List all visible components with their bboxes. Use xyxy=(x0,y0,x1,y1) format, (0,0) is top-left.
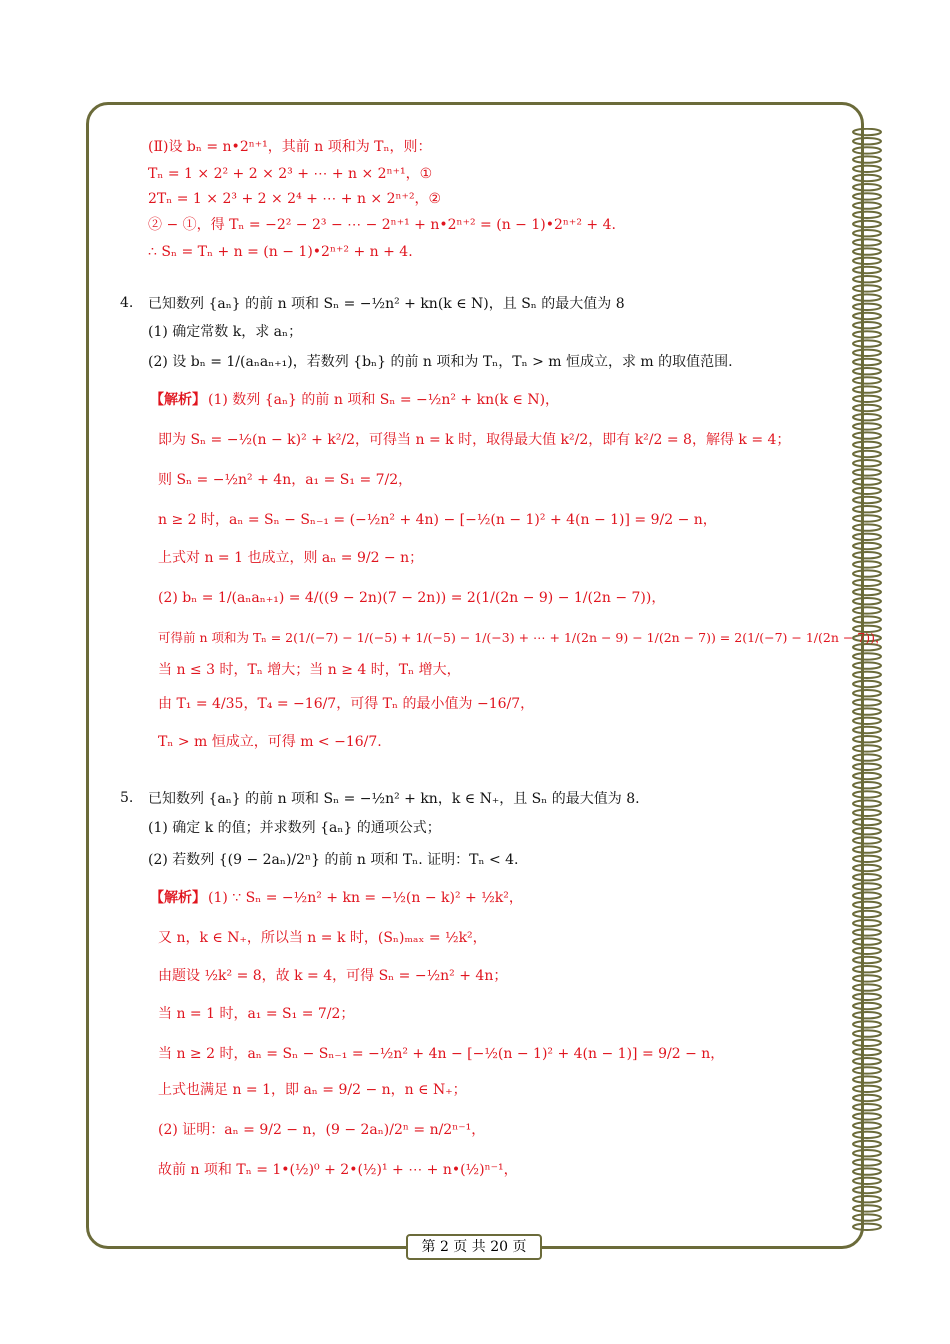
spiral-coil xyxy=(853,975,881,981)
spiral-coil xyxy=(853,865,881,871)
spiral-coil xyxy=(853,745,881,751)
spiral-coil xyxy=(853,552,881,558)
spiral-coil xyxy=(853,1012,881,1018)
spiral-coil xyxy=(853,883,881,889)
prev-solution-line: Tₙ = 1 × 2² + 2 × 2³ + ⋯ + n × 2ⁿ⁺¹，① xyxy=(148,166,433,182)
spiral-coil xyxy=(853,837,881,843)
q5-solution-line: 当 n = 1 时，a₁ = S₁ = 7/2； xyxy=(158,1006,355,1022)
spiral-coil xyxy=(853,276,881,282)
spiral-coil xyxy=(853,1122,881,1128)
spiral-coil xyxy=(853,386,881,392)
spiral-coil xyxy=(853,929,881,935)
spiral-coil xyxy=(853,304,881,310)
spiral-coil xyxy=(853,1058,881,1064)
spiral-coil xyxy=(853,515,881,521)
spiral-coil xyxy=(853,966,881,972)
q4-solution-line: 即为 Sₙ = −½(n − k)² + k²/2，可得当 n = k 时，取得最大值 k²/2，即有 k²/2 = 8，解得 k = 4； xyxy=(158,432,791,448)
q4-solution-line: 可得前 n 项和为 Tₙ = 2(1/(−7) − 1/(−5) + 1/(−5) − 1/(−3) + ⋯ + 1/(2n − 9) − 1/(2n − 7)) = 2(1/(−7) − 1/(2n − 7))， xyxy=(158,630,888,645)
spiral-coil xyxy=(853,791,881,797)
q4-analysis-tag: 【解析】 xyxy=(150,392,206,408)
spiral-coil xyxy=(853,874,881,880)
spiral-coil xyxy=(853,294,881,300)
spiral-coil xyxy=(853,938,881,944)
spiral-coil xyxy=(853,911,881,917)
q4-solution-line: 上式对 n = 1 也成立，则 aₙ = 9/2 − n； xyxy=(158,550,424,566)
spiral-coil xyxy=(853,478,881,484)
spiral-coil xyxy=(853,129,881,135)
spiral-coil xyxy=(853,1030,881,1036)
spiral-coil xyxy=(853,405,881,411)
q5-analysis-tag: 【解析】 xyxy=(150,890,206,906)
spiral-coil xyxy=(853,543,881,549)
question-number: 5. xyxy=(120,790,134,806)
spiral-coil xyxy=(853,957,881,963)
spiral-coil xyxy=(853,736,881,742)
q4-stem: 已知数列 {aₙ} 的前 n 项和 Sₙ = −½n² + kn(k ∈ N)，且 Sₙ 的最大值为 8 xyxy=(148,296,625,312)
spiral-coil xyxy=(853,727,881,733)
q5-solution-line: 上式也满足 n = 1，即 aₙ = 9/2 − n，n ∈ N₊； xyxy=(158,1082,467,1098)
spiral-coil xyxy=(853,313,881,319)
spiral-coil xyxy=(853,782,881,788)
spiral-coil xyxy=(853,1178,881,1184)
spiral-coil xyxy=(853,202,881,208)
spiral-coil xyxy=(853,561,881,567)
spiral-coil xyxy=(853,1187,881,1193)
q5-solution-line: 由题设 ½k² = 8，故 k = 4，可得 Sₙ = −½n² + 4n； xyxy=(158,968,508,984)
spiral-coil xyxy=(853,497,881,503)
spiral-coil xyxy=(853,616,881,622)
spiral-coil xyxy=(853,212,881,218)
spiral-coil xyxy=(853,856,881,862)
spiral-coil xyxy=(853,1159,881,1165)
q4-part-2: (2) 设 bₙ = 1/(aₙaₙ₊₁)，若数列 {bₙ} 的前 n 项和为 Tₙ，Tₙ > m 恒成立，求 m 的取值范围. xyxy=(148,354,733,370)
prev-solution-line: ∴ Sₙ = Tₙ + n = (n − 1)•2ⁿ⁺² + n + 4. xyxy=(148,244,413,260)
spiral-coil xyxy=(853,1076,881,1082)
spiral-coil xyxy=(853,193,881,199)
spiral-coil xyxy=(853,1132,881,1138)
q5-solution-line: 故前 n 项和 Tₙ = 1•(½)⁰ + 2•(½)¹ + ⋯ + n•(½)ⁿ⁻¹， xyxy=(158,1162,518,1178)
spiral-coil xyxy=(853,368,881,374)
spiral-coil xyxy=(853,1168,881,1174)
prev-solution-line: (Ⅱ)设 bₙ = n•2ⁿ⁺¹，其前 n 项和为 Tₙ，则： xyxy=(148,139,432,155)
spiral-coil xyxy=(853,138,881,144)
spiral-coil xyxy=(853,506,881,512)
spiral-coil xyxy=(853,221,881,227)
spiral-coil xyxy=(853,681,881,687)
q5-stem: 已知数列 {aₙ} 的前 n 项和 Sₙ = −½n² + kn，k ∈ N₊，且 Sₙ 的最大值为 8. xyxy=(148,791,640,807)
spiral-coil xyxy=(853,469,881,475)
spiral-coil xyxy=(853,460,881,466)
spiral-coil xyxy=(853,377,881,383)
spiral-coil xyxy=(853,1224,881,1230)
spiral-coil xyxy=(853,948,881,954)
spiral-coil xyxy=(853,828,881,834)
spiral-binding xyxy=(850,128,884,1238)
spiral-coil xyxy=(853,672,881,678)
spiral-coil xyxy=(853,589,881,595)
q4-solution-line: 由 T₁ = 4/35，T₄ = −16/7，可得 Tₙ 的最小值为 −16/7， xyxy=(158,696,535,712)
spiral-coil xyxy=(853,984,881,990)
spiral-coil xyxy=(853,396,881,402)
q4-solution-line: Tₙ > m 恒成立，可得 m < −16/7. xyxy=(158,734,382,750)
q5-solution-line: (2) 证明：aₙ = 9/2 − n，(9 − 2aₙ)/2ⁿ = n/2ⁿ⁻¹， xyxy=(158,1122,486,1138)
spiral-coil xyxy=(853,920,881,926)
spiral-coil xyxy=(853,580,881,586)
spiral-coil xyxy=(853,175,881,181)
question-number: 4. xyxy=(120,295,134,311)
spiral-coil xyxy=(853,653,881,659)
spiral-coil xyxy=(853,1086,881,1092)
spiral-coil xyxy=(853,1150,881,1156)
spiral-coil xyxy=(853,607,881,613)
spiral-coil xyxy=(853,156,881,162)
spiral-coil xyxy=(853,1040,881,1046)
spiral-coil xyxy=(853,267,881,273)
spiral-coil xyxy=(853,239,881,245)
spiral-coil xyxy=(853,1205,881,1211)
spiral-coil xyxy=(853,570,881,576)
spiral-coil xyxy=(853,1095,881,1101)
spiral-coil xyxy=(853,690,881,696)
spiral-coil xyxy=(853,534,881,540)
spiral-coil xyxy=(853,184,881,190)
spiral-coil xyxy=(853,1141,881,1147)
spiral-coil xyxy=(853,718,881,724)
q5-solution-line: 当 n ≥ 2 时，aₙ = Sₙ − Sₙ₋₁ = −½n² + 4n − [−½(n − 1)² + 4(n − 1)] = 9/2 − n， xyxy=(158,1046,725,1062)
spiral-coil xyxy=(853,994,881,1000)
q4-solution-line: 当 n ≤ 3 时，Tₙ 增大；当 n ≥ 4 时，Tₙ 增大， xyxy=(158,662,461,678)
q4-part-1: (1) 确定常数 k，求 aₙ； xyxy=(148,324,303,340)
spiral-coil xyxy=(853,350,881,356)
page-number-footer: 第 2 页 共 20 页 xyxy=(406,1234,542,1260)
spiral-coil xyxy=(853,340,881,346)
spiral-coil xyxy=(853,1214,881,1220)
spiral-coil xyxy=(853,166,881,172)
spiral-coil xyxy=(853,892,881,898)
spiral-coil xyxy=(853,258,881,264)
spiral-coil xyxy=(853,1104,881,1110)
q4-solution-line: 则 Sₙ = −½n² + 4n，a₁ = S₁ = 7/2， xyxy=(158,472,413,488)
spiral-coil xyxy=(853,230,881,236)
spiral-coil xyxy=(853,819,881,825)
spiral-coil xyxy=(853,248,881,254)
spiral-coil xyxy=(853,1196,881,1202)
q4-solution-line: (2) bₙ = 1/(aₙaₙ₊₁) = 4/((9 − 2n)(7 − 2n)) = 2(1/(2n − 9) − 1/(2n − 7))， xyxy=(158,590,666,606)
prev-solution-line: ② − ①，得 Tₙ = −2² − 2³ − ⋯ − 2ⁿ⁺¹ + n•2ⁿ⁺² = (n − 1)•2ⁿ⁺² + 4. xyxy=(148,217,616,233)
spiral-coil xyxy=(853,1003,881,1009)
q5-part-2: (2) 若数列 {(9 − 2aₙ)/2ⁿ} 的前 n 项和 Tₙ. 证明：Tₙ < 4. xyxy=(148,852,519,868)
q5-solution-line: 又 n，k ∈ N₊，所以当 n = k 时，(Sₙ)ₘₐₓ = ½k²， xyxy=(158,930,487,946)
spiral-coil xyxy=(853,524,881,530)
q5-part-1: (1) 确定 k 的值；并求数列 {aₙ} 的通项公式； xyxy=(148,820,441,836)
spiral-coil xyxy=(853,1021,881,1027)
q4-solution-line: n ≥ 2 时，aₙ = Sₙ − Sₙ₋₁ = (−½n² + 4n) − [−½(n − 1)² + 4(n − 1)] = 9/2 − n， xyxy=(158,512,717,528)
spiral-coil xyxy=(853,699,881,705)
spiral-coil xyxy=(853,488,881,494)
spiral-coil xyxy=(853,1067,881,1073)
spiral-coil xyxy=(853,432,881,438)
q4-solution-line: (1) 数列 {aₙ} 的前 n 项和 Sₙ = −½n² + kn(k ∈ N)， xyxy=(208,392,560,408)
spiral-coil xyxy=(853,331,881,337)
spiral-coil xyxy=(853,442,881,448)
spiral-coil xyxy=(853,1049,881,1055)
spiral-coil xyxy=(853,598,881,604)
spiral-coil xyxy=(853,764,881,770)
spiral-coil xyxy=(853,773,881,779)
spiral-coil xyxy=(853,1113,881,1119)
spiral-coil xyxy=(853,147,881,153)
spiral-coil xyxy=(853,662,881,668)
spiral-coil xyxy=(853,810,881,816)
spiral-coil xyxy=(853,800,881,806)
spiral-coil xyxy=(853,359,881,365)
spiral-coil xyxy=(853,846,881,852)
spiral-coil xyxy=(853,902,881,908)
spiral-coil xyxy=(853,285,881,291)
spiral-coil xyxy=(853,754,881,760)
spiral-coil xyxy=(853,414,881,420)
spiral-coil xyxy=(853,423,881,429)
spiral-coil xyxy=(853,322,881,328)
spiral-coil xyxy=(853,451,881,457)
prev-solution-line: 2Tₙ = 1 × 2³ + 2 × 2⁴ + ⋯ + n × 2ⁿ⁺²，② xyxy=(148,191,442,207)
spiral-coil xyxy=(853,708,881,714)
q5-solution-line: (1) ∵ Sₙ = −½n² + kn = −½(n − k)² + ½k²， xyxy=(208,890,523,906)
